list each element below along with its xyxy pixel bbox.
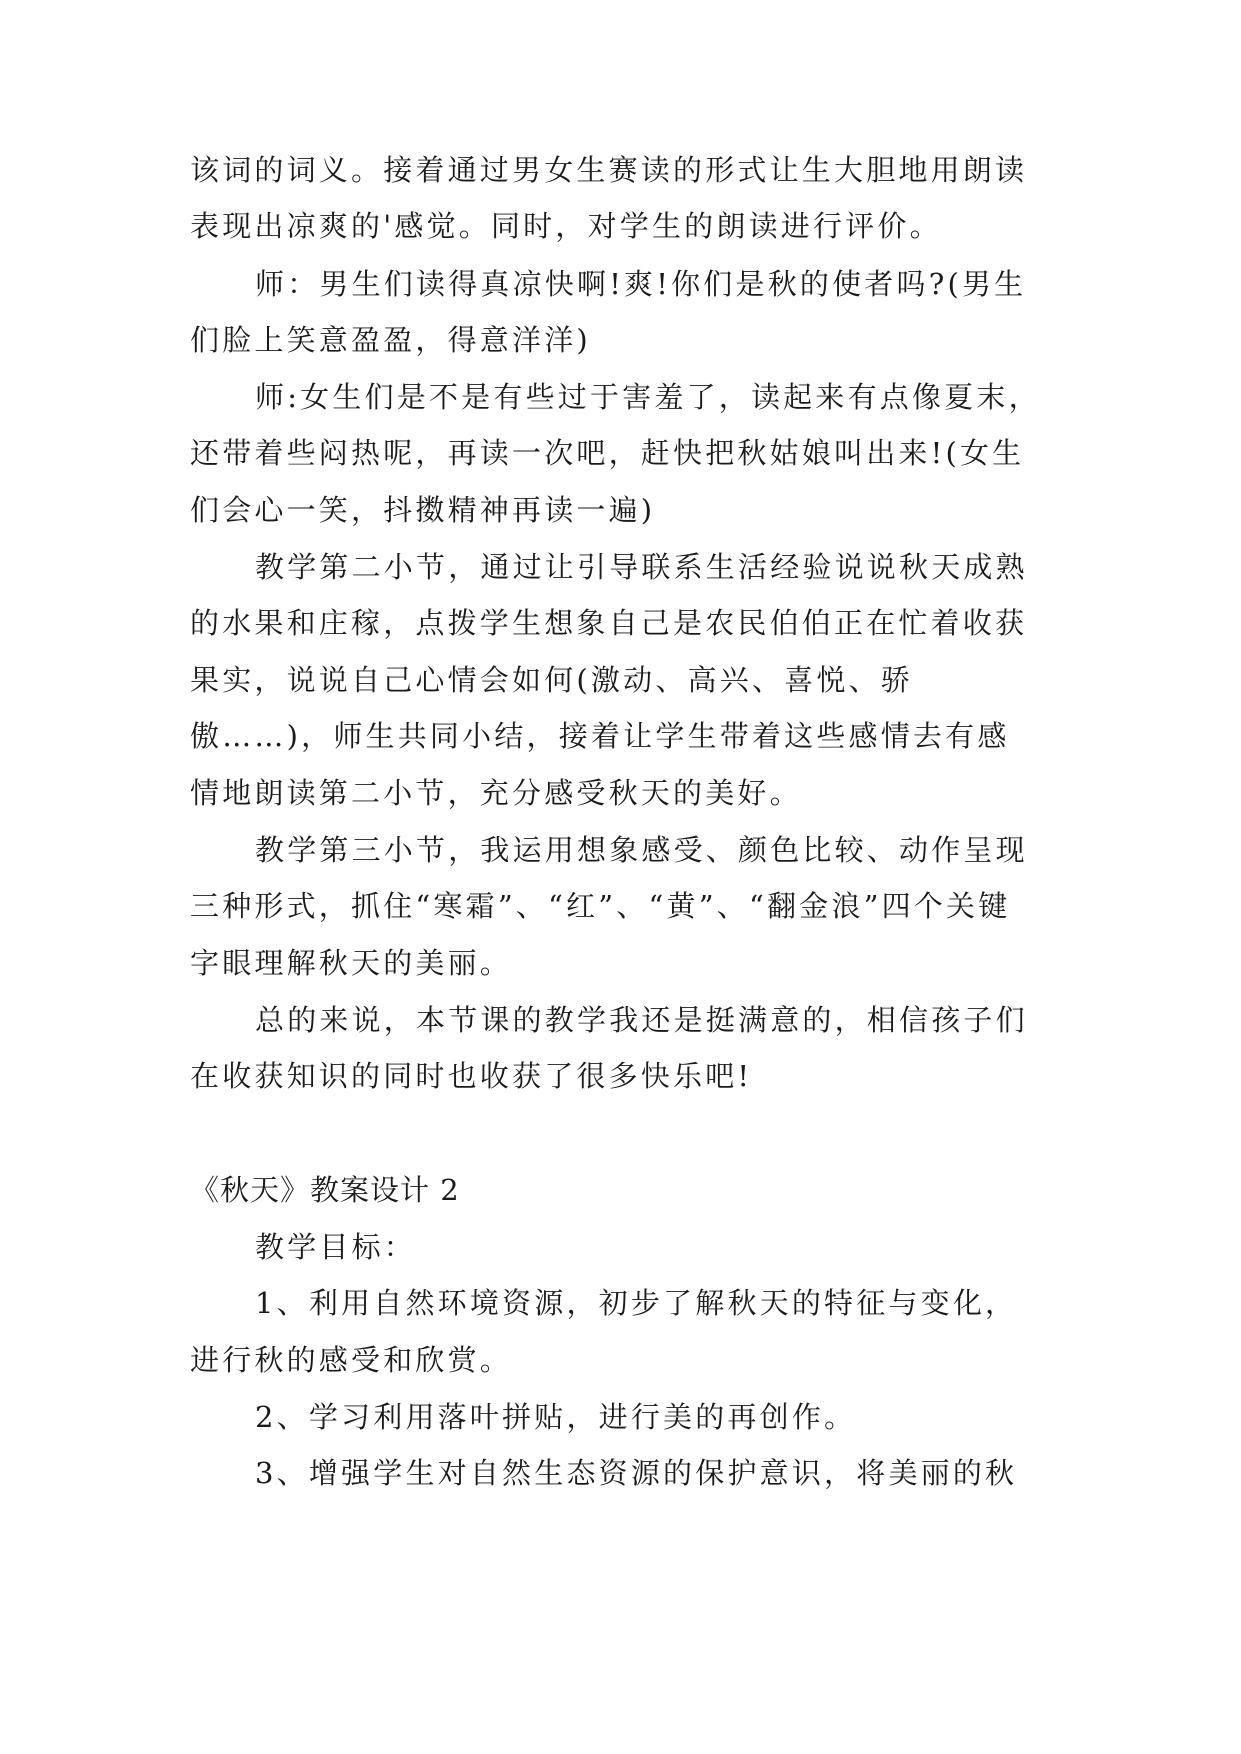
body-line: 还带着些闷热呢，再读一次吧，赶快把秋姑娘叫出来!(女生	[190, 436, 1025, 470]
body-line: 在收获知识的同时也收获了很多快乐吧!	[190, 1059, 753, 1093]
body-line: 进行秋的感受和欣赏。	[190, 1343, 513, 1377]
body-line: 字眼理解秋天的美丽。	[190, 946, 513, 980]
body-line: 果实，说说自己心情会如何(激动、高兴、喜悦、骄	[190, 663, 913, 697]
body-line: 们会心一笑，抖擞精神再读一遍)	[190, 493, 656, 527]
body-line: 的水果和庄稼，点拨学生想象自己是农民伯伯正在忙着收获	[190, 606, 1028, 640]
section-heading: 《秋天》教案设计 2	[190, 1173, 460, 1207]
body-line: 们脸上笑意盈盈，得意洋洋)	[190, 323, 591, 357]
list-item-line: 1、利用自然环境资源，初步了解秋天的特征与变化，	[255, 1286, 1018, 1320]
body-line: 表现出凉爽的'感觉。同时，对学生的朗读进行评价。	[190, 209, 942, 243]
body-line: 情地朗读第二小节，充分感受秋天的美好。	[190, 776, 802, 810]
subheading-line: 教学目标：	[255, 1230, 417, 1264]
body-line: 傲……)，师生共同小结，接着让学生带着这些感情去有感	[190, 719, 1010, 753]
list-item-line: 3、增强学生对自然生态资源的保护意识，将美丽的秋	[255, 1456, 1018, 1490]
paragraph-first-line: 总的来说，本节课的教学我还是挺满意的，相信孩子们	[255, 1003, 1028, 1037]
body-line: 该词的词义。接着通过男女生赛读的形式让生大胆地用朗读	[190, 153, 1028, 187]
paragraph-first-line: 师:女生们是不是有些过于害羞了，读起来有点像夏末，	[255, 380, 1041, 414]
paragraph-first-line: 师：男生们读得真凉快啊!爽!你们是秋的使者吗?(男生	[255, 267, 1027, 301]
paragraph-first-line: 教学第二小节，通过让引导联系生活经验说说秋天成熟	[255, 550, 1028, 584]
body-line: 三种形式，抓住“寒霜”、“红”、“黄”、“翻金浪”四个关键	[190, 889, 1011, 923]
list-item-line: 2、学习利用落叶拼贴，进行美的再创作。	[255, 1400, 857, 1434]
paragraph-first-line: 教学第三小节，我运用想象感受、颜色比较、动作呈现	[255, 833, 1028, 867]
